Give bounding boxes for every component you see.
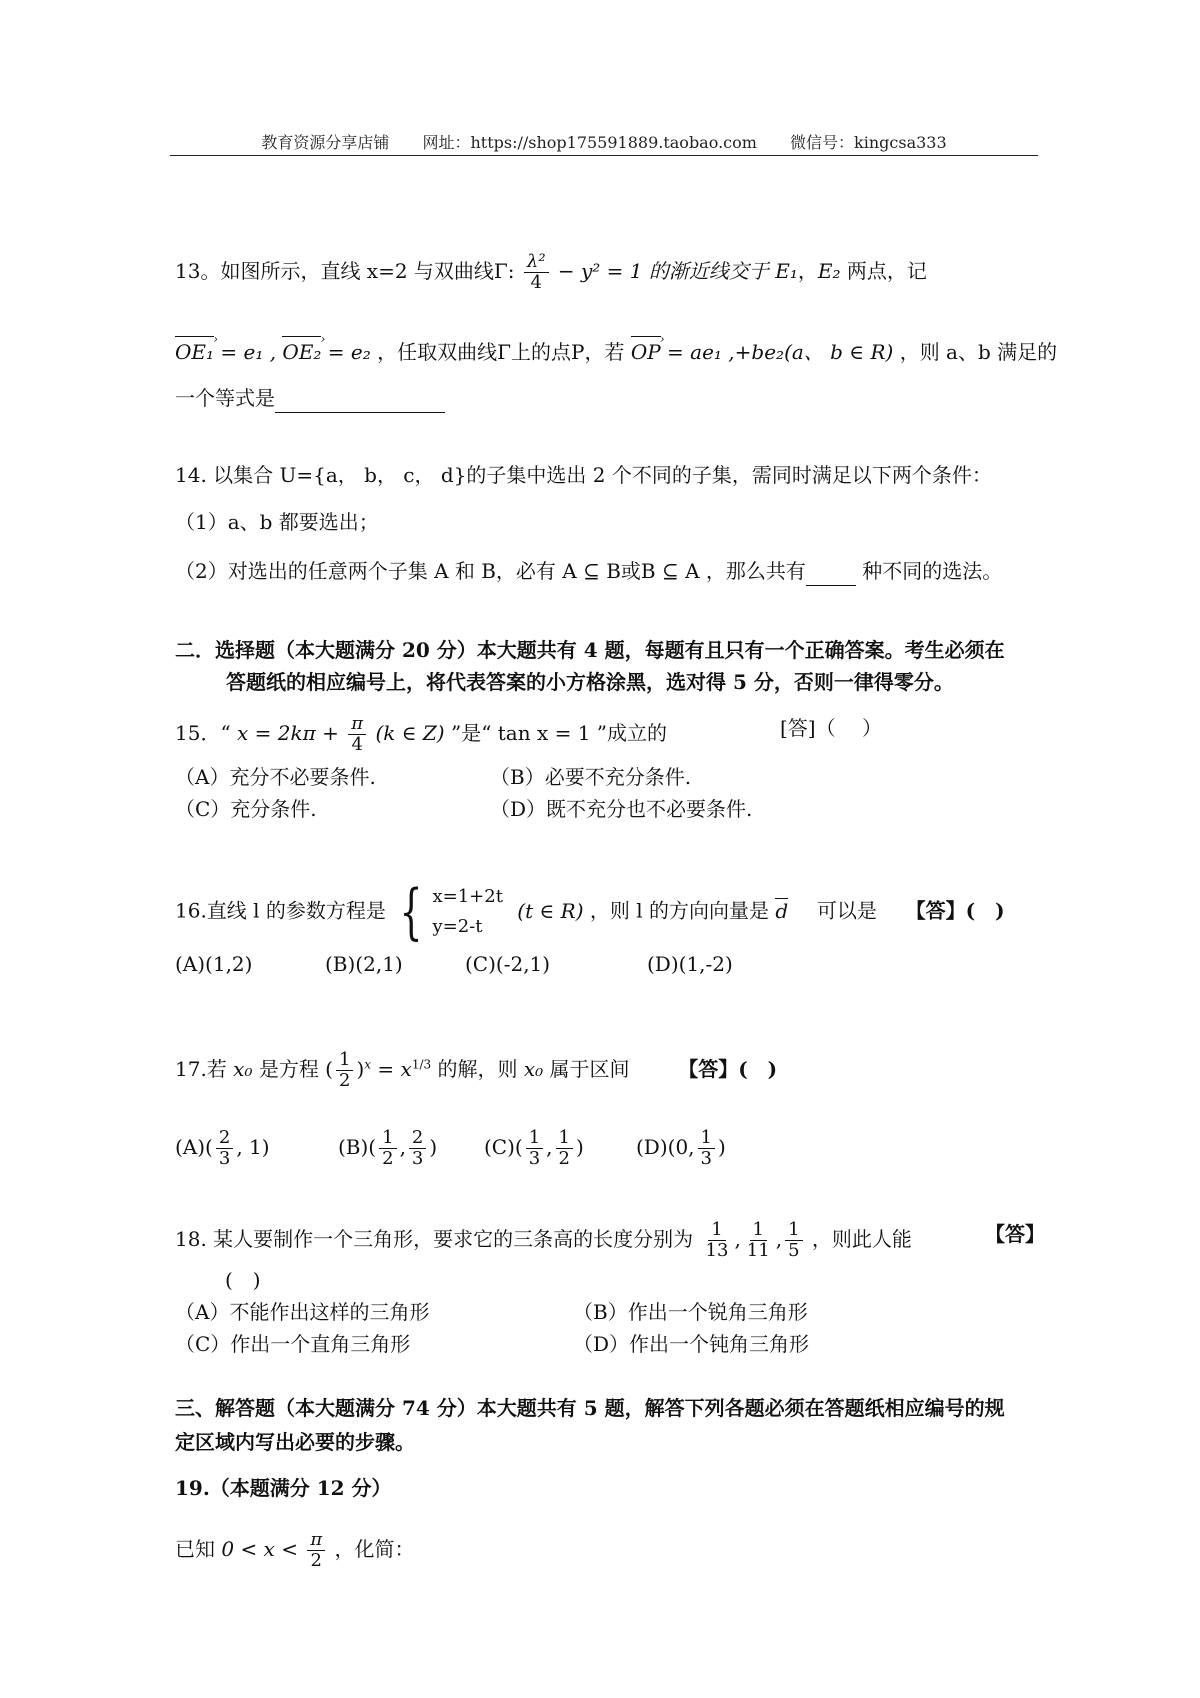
q18-stem: 18. 某人要制作一个三角形，要求它的三条高的长度分别为 $\frac{1}{13}$ , $\frac{1}{11}$ , $\frac{1}{5}$ ，则此人能 【答】 bbox=[175, 1219, 1045, 1261]
q15-expr: x = 2kπ + bbox=[237, 721, 339, 745]
q13-e2-point: E₂ bbox=[817, 259, 841, 283]
q15-optD[interactable]: （D）既不充分也不必要条件. bbox=[490, 797, 753, 821]
q17-optA[interactable] bbox=[175, 1128, 270, 1169]
q16-system bbox=[392, 877, 503, 947]
q18-frac3 bbox=[785, 1220, 802, 1261]
q17-optA-num: 2 bbox=[216, 1128, 233, 1149]
q16-optB[interactable]: (B)(2,1) bbox=[325, 952, 403, 976]
q15-text-a: 15．“ bbox=[175, 721, 231, 745]
q17-text-b: 是方程 bbox=[258, 1057, 319, 1081]
q13-eq-e2: = e₂ bbox=[327, 340, 371, 364]
q17-optC-label: (C)( bbox=[484, 1135, 523, 1159]
q13-text-b: − y² = 1 的渐近线交于 bbox=[557, 259, 769, 283]
q17-half-num: 1 bbox=[336, 1050, 353, 1071]
q17-optD-label: (D)(0, bbox=[636, 1135, 695, 1159]
q18-optB[interactable]: （B）作出一个锐角三角形 bbox=[573, 1300, 808, 1324]
q16-answer-box[interactable]: 【答】( ) bbox=[905, 898, 1005, 923]
q15-frac-den: 4 bbox=[351, 734, 363, 755]
q17-exponent: 1/3 bbox=[411, 1057, 432, 1072]
section3-line2: 定区域内写出必要的步骤。 bbox=[175, 1430, 415, 1454]
q19-fraction bbox=[307, 1530, 325, 1571]
q14-line1: 14. 以集合 U={a， b， c， d}的子集中选出 2 个不同的子集，需同时满足以下两个条件： bbox=[175, 463, 992, 487]
q13-vec-oe2: OE₂ › bbox=[282, 336, 321, 366]
q17-optA-label: (A)( bbox=[175, 1135, 213, 1159]
q18-answer-label: 【答】 bbox=[985, 1222, 1045, 1246]
q15-optC[interactable]: （C）充分条件. bbox=[175, 797, 317, 821]
q19-frac-den: 2 bbox=[310, 1550, 322, 1571]
q19-frac-num: π bbox=[307, 1530, 325, 1551]
q17-optD-den: 3 bbox=[700, 1148, 712, 1169]
q13-line3 bbox=[175, 384, 445, 413]
q14-answer-blank[interactable] bbox=[806, 557, 856, 586]
q17-optD-frac bbox=[698, 1128, 715, 1169]
q16-text-c: 可以是 bbox=[816, 898, 877, 923]
q16-t-in-r: (t ∈ R) bbox=[517, 898, 584, 923]
q17-text-a: 17.若 bbox=[175, 1057, 227, 1081]
q15-frac-num: π bbox=[348, 714, 366, 735]
header-divider bbox=[170, 155, 1038, 156]
q18-d3: 5 bbox=[788, 1240, 800, 1261]
q15-optB[interactable]: （B）必要不充分条件. bbox=[490, 765, 692, 789]
q13-text-c: 两点，记 bbox=[846, 259, 927, 283]
q16-vector-d: d bbox=[775, 898, 789, 923]
q17-optB-frac1 bbox=[379, 1128, 396, 1169]
q19-text-b: ，化简： bbox=[334, 1537, 415, 1561]
q19-stem bbox=[175, 1530, 415, 1571]
q13-vec-op: OP › bbox=[631, 336, 661, 366]
q13-e1-point: E₁ bbox=[775, 259, 798, 283]
q17-x0-again: x₀ bbox=[523, 1057, 544, 1081]
q16-text-b: ，则 l 的方向向量是 bbox=[589, 898, 769, 923]
q16-optC[interactable]: (C)(-2,1) bbox=[465, 952, 551, 976]
q17-optC-frac2 bbox=[556, 1128, 573, 1169]
q17-optB[interactable]: (B)( $\frac{1}{2}$ , $\frac{2}{3}$ ) bbox=[338, 1127, 438, 1169]
q16-brace: { bbox=[399, 877, 423, 947]
header-url: 网址：https://shop175591889.taobao.com bbox=[422, 133, 757, 152]
header-shop: 教育资源分享店铺 bbox=[261, 133, 390, 152]
q17-optB-n2: 2 bbox=[409, 1128, 426, 1149]
q18-n2: 1 bbox=[750, 1220, 767, 1241]
q14-cond2-b: 种不同的选法。 bbox=[862, 559, 1003, 583]
q13-text-f: 一个等式是 bbox=[175, 386, 275, 410]
q17-answer-box[interactable]: 【答】( ) bbox=[678, 1057, 778, 1081]
q18-frac2 bbox=[744, 1220, 773, 1261]
q18-text-b: ，则此人能 bbox=[811, 1227, 912, 1251]
q17-half-den: 2 bbox=[339, 1070, 351, 1091]
q15-kz: (k ∈ Z) bbox=[375, 721, 445, 745]
page-header bbox=[170, 130, 1038, 153]
q15-answer-box[interactable]: [答]（ ） bbox=[780, 716, 882, 740]
q17-optB-frac2 bbox=[409, 1128, 426, 1169]
q15-fraction bbox=[348, 714, 366, 755]
q18-optD[interactable]: （D）作出一个钝角三角形 bbox=[573, 1332, 810, 1356]
q18-optC[interactable]: （C）作出一个直角三角形 bbox=[175, 1332, 411, 1356]
q17-optD[interactable]: (D)(0, $\frac{1}{3}$ ) bbox=[636, 1127, 726, 1169]
q13-vec-oe1: OE₁ › bbox=[175, 336, 214, 366]
q13-text-a: 13。如图所示，直线 x=2 与双曲线Γ: bbox=[175, 259, 515, 283]
q13-line2 bbox=[175, 336, 1057, 366]
section2-line2: 答题纸的相应编号上，将代表答案的小方格涂黑，选对得 5 分，否则一律得零分。 bbox=[226, 670, 954, 694]
q18-d2: 11 bbox=[746, 1240, 770, 1261]
q17-optB-d2: 3 bbox=[411, 1148, 424, 1169]
q17-optC-d1: 3 bbox=[528, 1148, 541, 1169]
q17-optA-rest: , 1) bbox=[236, 1135, 270, 1159]
section3-line1: 三、解答题（本大题满分 74 分）本大题共有 5 题，解答下列各题必须在答题纸相应编号的规 bbox=[175, 1396, 1005, 1420]
q15-optA[interactable]: （A）充分不必要条件. bbox=[175, 765, 376, 789]
q16-text-a: 16.直线 l 的参数方程是 bbox=[175, 898, 386, 923]
q16-stem bbox=[175, 877, 1005, 947]
q19-ineq: 0 < x < bbox=[221, 1537, 298, 1561]
q17-optA-den: 3 bbox=[218, 1148, 231, 1169]
q13-frac-num: λ² bbox=[524, 252, 549, 273]
q13-answer-blank[interactable] bbox=[275, 384, 445, 413]
q19-title: 19.（本题满分 12 分） bbox=[175, 1476, 392, 1500]
q13-eq-e1: = e₁ , bbox=[220, 340, 277, 364]
q16-optA[interactable]: (A)(1,2) bbox=[175, 952, 253, 976]
q17-x0: x₀ bbox=[233, 1057, 253, 1081]
q13-op-eq: = ae₁ ,+be₂(a、 b ∈ R) bbox=[667, 340, 894, 364]
q17-optA-frac bbox=[216, 1128, 233, 1169]
q17-optB-label: (B)( bbox=[338, 1135, 377, 1159]
q13-text-d: ，任取双曲线Γ上的点P，若 bbox=[377, 340, 625, 364]
section2-line1: 二．选择题（本大题满分 20 分）本大题共有 4 题，每题有且只有一个正确答案。考生必须在 bbox=[175, 638, 1005, 662]
q17-text-d: 属于区间 bbox=[549, 1057, 630, 1081]
q13-comma: ， bbox=[797, 259, 818, 283]
q18-n1: 1 bbox=[708, 1220, 725, 1241]
q14-cond1: （1）a、b 都要选出； bbox=[175, 510, 379, 534]
q17-half bbox=[336, 1050, 353, 1091]
q14-cond2-a: （2）对选出的任意两个子集 A 和 B，必有 A ⊆ B或B ⊆ A ，那么共有 bbox=[175, 559, 806, 583]
q15-stem bbox=[175, 713, 882, 755]
q17-optC-d2: 2 bbox=[558, 1148, 570, 1169]
q17-optB-d1: 2 bbox=[382, 1148, 394, 1169]
q13-frac-den: 4 bbox=[530, 272, 542, 293]
q16-optD[interactable]: (D)(1,-2) bbox=[647, 952, 733, 976]
q17-optD-num: 1 bbox=[698, 1128, 715, 1149]
q18-frac1 bbox=[703, 1220, 732, 1261]
header-wechat: 微信号：kingcsa333 bbox=[790, 133, 947, 152]
q17-optC[interactable]: (C)( $\frac{1}{3}$ , $\frac{1}{2}$ ) bbox=[484, 1127, 584, 1169]
q17-optC-n1: 1 bbox=[526, 1128, 543, 1149]
q13-text-e: ，则 a、b 满足的 bbox=[899, 340, 1058, 364]
q13-fraction bbox=[524, 252, 549, 293]
q17-optC-n2: 1 bbox=[556, 1128, 573, 1149]
q17-text-c: 的解，则 bbox=[437, 1057, 518, 1081]
q18-answer-box[interactable]: ( ) bbox=[225, 1268, 261, 1292]
q18-optA[interactable]: （A）不能作出这样的三角形 bbox=[175, 1300, 430, 1324]
q18-text-a: 18. 某人要制作一个三角形，要求它的三条高的长度分别为 bbox=[175, 1227, 694, 1251]
q18-d1: 13 bbox=[705, 1240, 729, 1261]
q15-text-b: ”是“ tan x = 1 ”成立的 bbox=[450, 721, 668, 745]
q17-optC-frac1 bbox=[526, 1128, 543, 1169]
q13-line1 bbox=[175, 252, 927, 293]
q19-text-a: 已知 bbox=[175, 1537, 215, 1561]
q17-optB-n1: 1 bbox=[379, 1128, 396, 1149]
q16-eq2: y=2-t bbox=[432, 916, 483, 937]
q17-stem: 17.若 x₀ 是方程 ( $\frac{1}{2}$ )$^x = x^{1/3}$ 的解，则 x₀ 属于区间 【答】( ) bbox=[175, 1049, 778, 1091]
q18-n3: 1 bbox=[785, 1220, 802, 1241]
q16-eq1: x=1+2t bbox=[432, 886, 503, 907]
q14-cond2 bbox=[175, 557, 1002, 586]
